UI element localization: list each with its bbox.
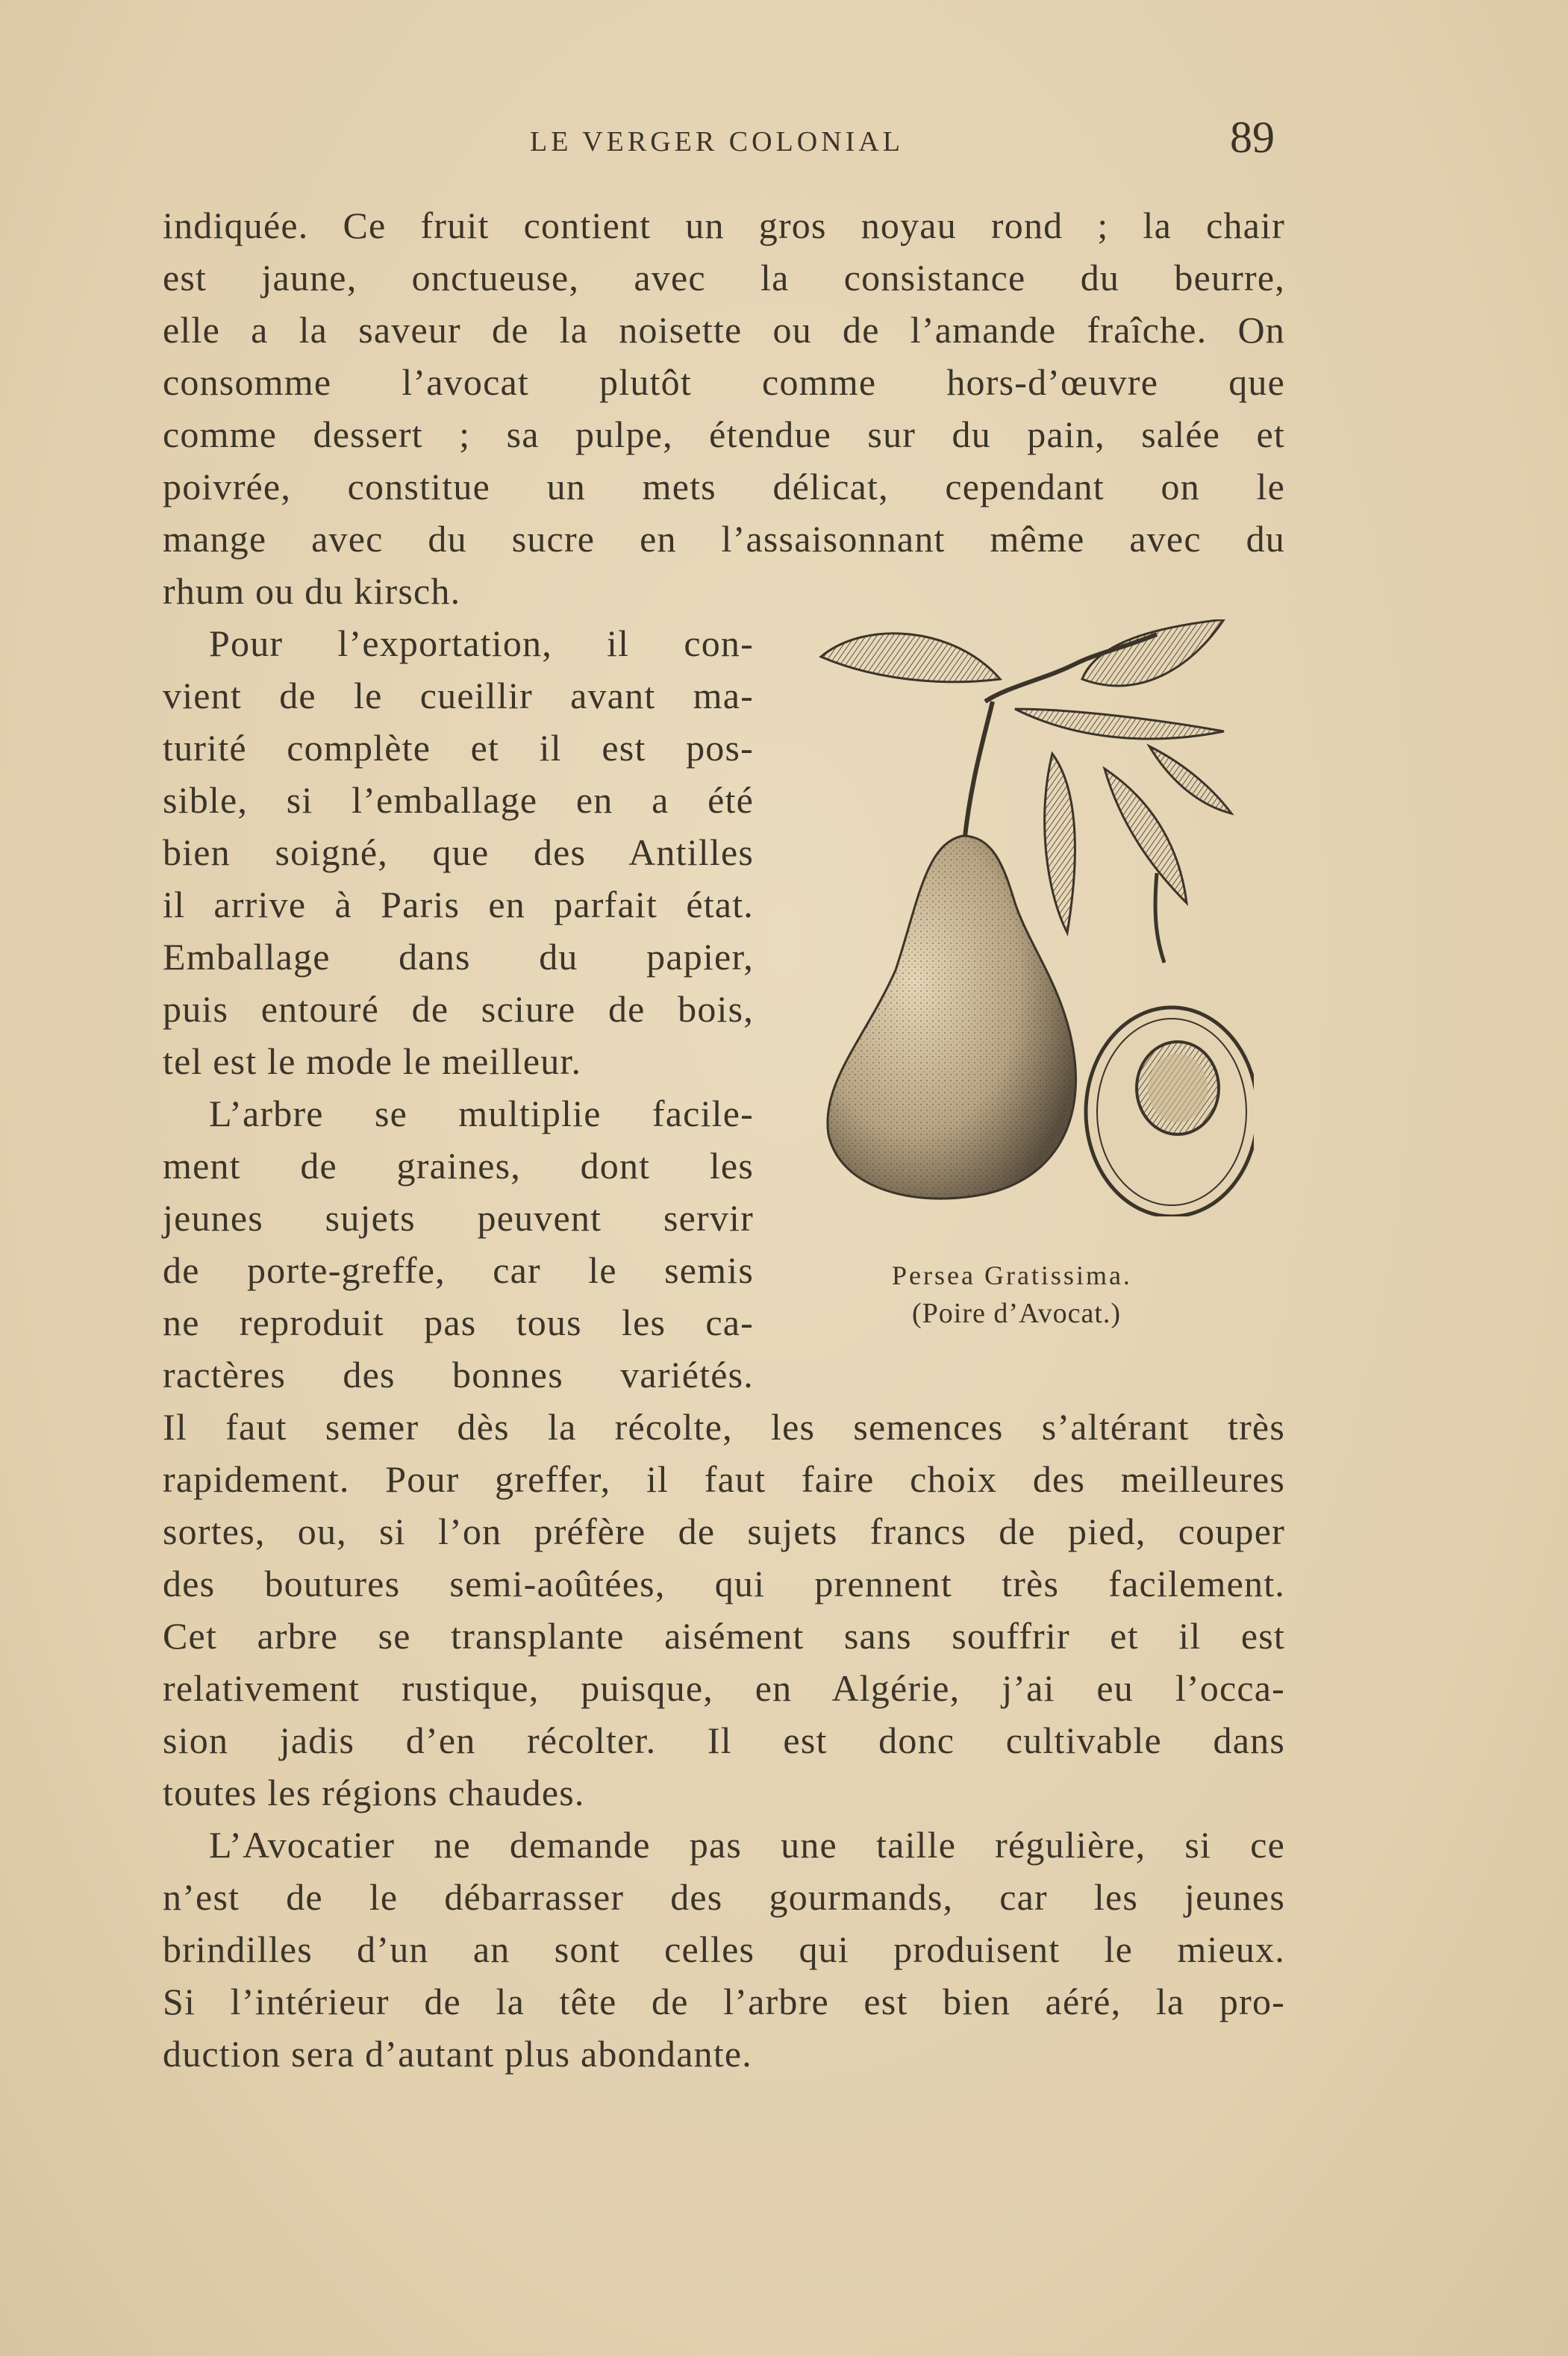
running-title: LE VERGER COLONIAL — [530, 126, 904, 157]
text-line: consomme l’avocat plutôt comme hors-d’œuvre que — [163, 361, 1285, 403]
text-line: mange avec du sucre en l’assaisonnant même avec du — [163, 518, 1285, 560]
text-line: puis entouré de sciure de bois, — [163, 988, 754, 1030]
text-line: comme dessert ; sa pulpe, étendue sur du pain, salée et — [163, 413, 1285, 455]
text-line: indiquée. Ce fruit contient un gros noyau rond ; la chair — [163, 204, 1285, 246]
text-line: rapidement. Pour greffer, il faut faire choix des meilleures — [163, 1458, 1285, 1500]
text-line: sortes, ou, si l’on préfère de sujets francs de pied, couper — [163, 1510, 1285, 1552]
text-line: poivrée, constitue un mets délicat, cependant on le — [163, 466, 1285, 507]
text-line: brindilles d’un an sont celles qui produisent le mieux. — [163, 1928, 1285, 1970]
text-line: sion jadis d’en récolter. Il est donc cultivable dans — [163, 1719, 1285, 1761]
text-line: ractères des bonnes variétés. — [163, 1354, 754, 1396]
text-line: est jaune, onctueuse, avec la consistance du beurre, — [163, 257, 1285, 299]
text-line: vient de le cueillir avant ma- — [163, 675, 754, 716]
text-line: ment de graines, dont les — [163, 1145, 754, 1187]
text-line: Si l’intérieur de la tête de l’arbre est bien aéré, la pro- — [163, 1981, 1285, 2022]
text-line: rhum ou du kirsch. — [163, 570, 461, 612]
text-line: de porte-greffe, car le semis — [163, 1249, 754, 1291]
text-line: duction sera d’autant plus abondante. — [163, 2033, 753, 2075]
text-line: il arrive à Paris en parfait état. — [163, 884, 754, 925]
text-line: relativement rustique, puisque, en Algérie, j’ai eu l’occa- — [163, 1667, 1285, 1709]
text-line: jeunes sujets peuvent servir — [163, 1197, 754, 1239]
text-line: turité complète et il est pos- — [163, 727, 754, 769]
text-line: sible, si l’emballage en a été — [163, 779, 754, 821]
figure-caption-title: Persea Gratissima. — [892, 1260, 1132, 1290]
text-line: des boutures semi-aoûtées, qui prennent très facilement. — [163, 1563, 1285, 1604]
text-line: Pour l’exportation, il con- — [209, 622, 754, 664]
text-line: toutes les régions chaudes. — [163, 1772, 585, 1813]
figure-caption-subtitle: (Poire d’Avocat.) — [912, 1298, 1122, 1329]
text-line: Cet arbre se transplante aisément sans souffrir et il est — [163, 1615, 1285, 1657]
text-line: tel est le mode le meilleur. — [163, 1040, 582, 1082]
text-line: L’arbre se multiplie facile- — [209, 1093, 754, 1134]
avocado-engraving-icon — [806, 619, 1254, 1216]
text-line: Il faut semer dès la récolte, les semences s’altérant très — [163, 1406, 1285, 1448]
text-line: ne reproduit pas tous les ca- — [163, 1302, 754, 1343]
text-line: elle a la saveur de la noisette ou de l’amande fraîche. On — [163, 309, 1285, 351]
text-line: bien soigné, que des Antilles — [163, 831, 754, 873]
text-line: Emballage dans du papier, — [163, 936, 754, 978]
text-line: L’Avocatier ne demande pas une taille régulière, si ce — [209, 1824, 1285, 1866]
text-line: n’est de le débarrasser des gourmands, car les jeunes — [163, 1876, 1285, 1918]
page-number: 89 — [1230, 113, 1275, 162]
